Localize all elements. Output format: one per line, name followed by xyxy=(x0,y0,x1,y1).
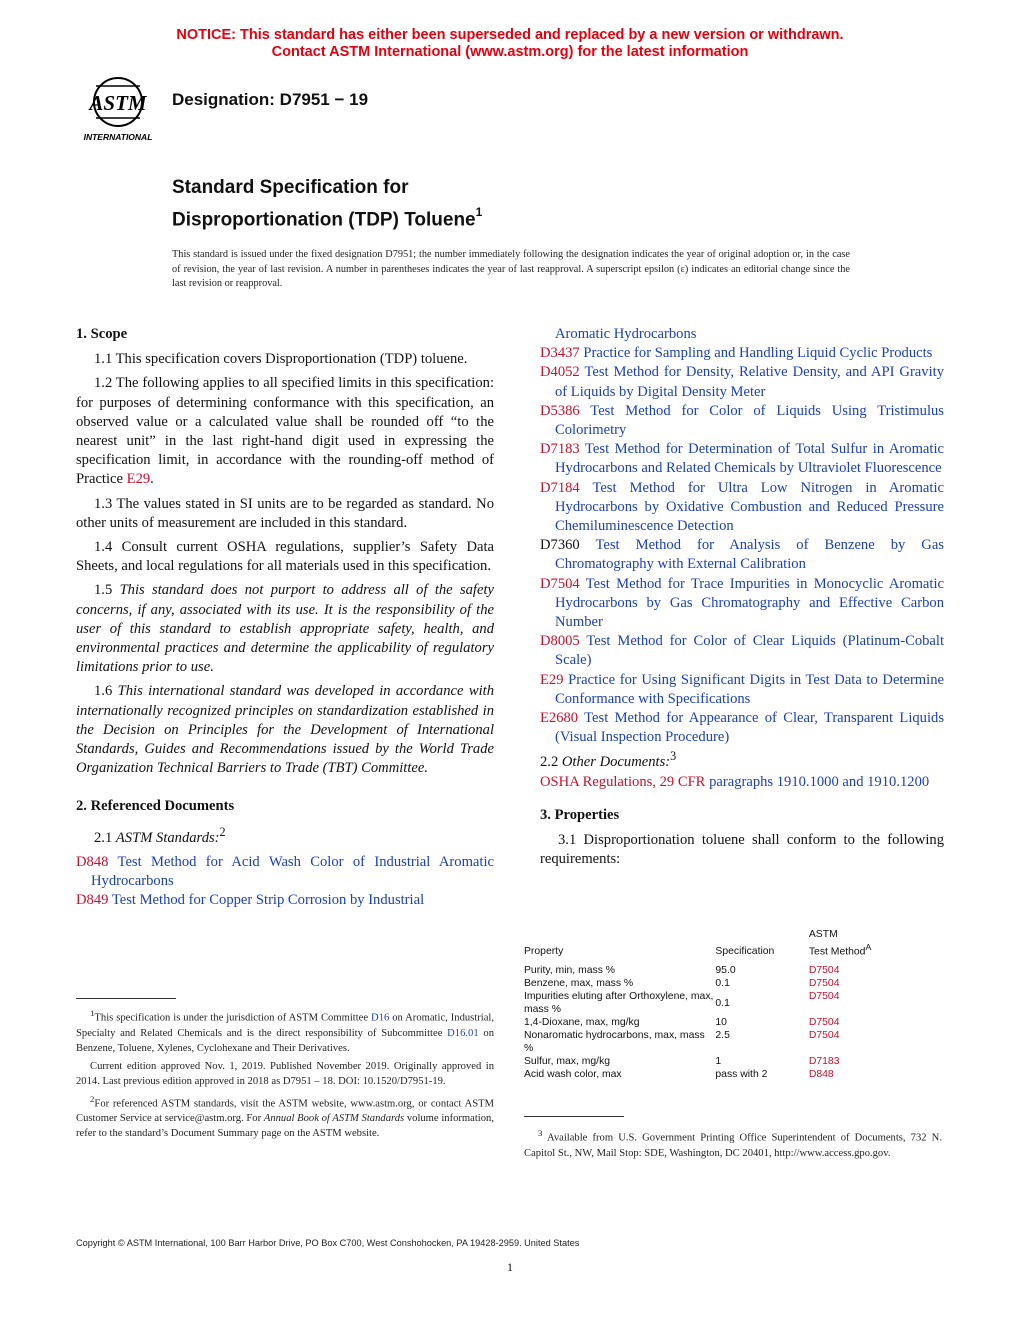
cell-specification: 10 xyxy=(715,1017,727,1029)
header-test-method: ASTM Test Method$^A$ xyxy=(808,929,872,958)
table-row xyxy=(524,990,944,1016)
table-row xyxy=(524,1029,944,1055)
cell-test-method[interactable]: D7504 xyxy=(808,965,840,977)
scope-1-4: 1.4 Consult current OSHA regulations, supplier’s Safety Data Sheets, and local regulations for all materials used in this specification. xyxy=(76,539,494,575)
properties-heading: 3. Properties xyxy=(540,806,620,823)
cell-specification: pass with 2 xyxy=(715,1069,768,1081)
ref-item-d849-continued[interactable]: Aromatic Hydrocarbons xyxy=(555,326,697,342)
cell-property: Purity, min, mass % xyxy=(524,965,616,977)
cell-test-method[interactable]: D7183 xyxy=(808,1056,840,1068)
ref-item-d7360[interactable]: D7360 Test Method for Analysis of Benzene by Gas Chromatography with External Calibration xyxy=(540,537,944,573)
cell-test-method[interactable]: D7504 xyxy=(808,1030,840,1042)
footnote-3: $^3$ Available from U.S. Government Printing Office Superintendent of Documents, 732 N. Capitol St., NW, Mail Stop: SDE, Washington, DC 20401, http://www.access.gpo.gov. xyxy=(524,1128,942,1159)
ref-item-d848[interactable]: D848 Test Method for Acid Wash Color of Industrial Aromatic Hydrocarbons xyxy=(76,853,494,889)
footnote-1-edition: Current edition approved Nov. 1, 2019. Published November 2019. Originally approved in 2014. Last previous edition approved in 2018 as D7951 – 18. DOI: 10.1520/D7951-19. xyxy=(76,1060,494,1087)
table-row xyxy=(524,1055,944,1068)
cell-property: 1,4-Dioxane, max, mg/kg xyxy=(524,1017,640,1029)
astm-logo-icon xyxy=(74,74,162,144)
notice-line-2: Contact ASTM International (www.astm.org) for the latest information xyxy=(271,44,749,60)
cell-specification: 0.1 xyxy=(715,978,730,990)
table-body xyxy=(524,964,944,1081)
footnote-1: $^1$This specification is under the jurisdiction of ASTM Committee D16 on Aromatic, Industrial, Specialty and Related Chemicals and is the direct responsibility of Subcommittee D16.01 on Benzene, Toluene, Xylenes, Cyclohexane and Their Derivatives. xyxy=(76,1008,494,1054)
ref-item-d5386[interactable]: D5386 Test Method for Color of Liquids Using Tristimulus Colorimetry xyxy=(540,402,944,439)
astm-standards-label: 2.1 ASTM Standards:$^2$ xyxy=(94,824,226,846)
scope-1-2: 1.2 The following applies to all specified limits in this specification: for purposes of determining conformance with this specification, an observed value or a calculated value shall be rounded off “to the nearest unit” in the last right-hand digit used in expressing the specification limit, in accordance with the rounding-off method of Practice E29. xyxy=(76,375,494,488)
ref-item-d7184[interactable]: D7184 Test Method for Ultra Low Nitrogen in Aromatic Hydrocarbons by Oxidative Combustion and Reduced Pressure Chemiluminescence Detection xyxy=(540,479,944,535)
d16-link[interactable]: D16 xyxy=(371,1012,390,1024)
notice-line-1: NOTICE: This standard has either been superseded and replaced by a new version or withdrawn. xyxy=(176,27,844,43)
table-row xyxy=(524,964,944,977)
table-row xyxy=(524,977,944,990)
left-column xyxy=(76,325,494,910)
ref-item-d4052[interactable]: D4052 Test Method for Density, Relative Density, and API Gravity of Liquids by Digital Density Meter xyxy=(540,364,944,400)
cell-property: Sulfur, max, mg/kg xyxy=(524,1056,611,1068)
properties-table xyxy=(524,928,944,1081)
ref-item-d7504[interactable]: D7504 Test Method for Trace Impurities in Monocyclic Aromatic Hydrocarbons by Gas Chromatography and Effective Carbon Number xyxy=(540,575,944,631)
cell-test-method[interactable]: D7504 xyxy=(808,978,840,990)
d16-01-link[interactable]: D16.01 xyxy=(447,1027,479,1039)
properties-3-1: 3.1 Disproportionation toluene shall conform to the following requirements: xyxy=(540,831,944,868)
scope-1-6: 1.6 This international standard was developed in accordance with internationally recognized principles on standardization established in the Decision on Principles for the Development of International Standards, Guides and Recommendations issued by the World Trade Organization Technical Barriers to Trade (TBT) Committee. xyxy=(76,683,495,777)
page-title xyxy=(172,175,482,233)
footnotes-left xyxy=(76,1006,494,1144)
page-number: 1 xyxy=(507,1260,513,1274)
cell-specification: 1 xyxy=(715,1056,722,1068)
right-column xyxy=(540,325,944,874)
preamble: This standard is issued under the fixed designation D7951; the number immediately following the designation indicates the year of original adoption or, in the case of revision, the year of last revision. A number in parentheses indicates the year of last reapproval. A superscript epsilon (ε) indicates an editorial change since the last revision or reapproval. xyxy=(172,249,850,290)
scope-1-5: 1.5 This standard does not purport to address all of the safety concerns, if any, associated with its use. It is the responsibility of the user of this standard to establish appropriate safety, health, and environmental practices and determine the applicability of regulatory limitations prior to use. xyxy=(76,582,494,676)
cell-property: Benzene, max, mass % xyxy=(524,978,634,990)
scope-1-3: 1.3 The values stated in SI units are to be regarded as standard. No other units of measurement are included in this standard. xyxy=(76,495,494,531)
cell-test-method[interactable]: D848 xyxy=(808,1069,834,1081)
ref-item-e2680[interactable]: E2680 Test Method for Appearance of Clear, Transparent Liquids (Visual Inspection Procedure) xyxy=(540,710,944,746)
logo-subtitle: INTERNATIONAL xyxy=(83,132,153,142)
scope-1-1: 1.1 This specification covers Disproportionation (TDP) toluene. xyxy=(94,351,468,368)
other-documents-label: 2.2 Other Documents:$^3$ xyxy=(540,749,677,771)
cell-property: Nonaromatic hydrocarbons, max, mass % xyxy=(524,1030,705,1055)
ref-item-d7183[interactable]: D7183 Test Method for Determination of Total Sulfur in Aromatic Hydrocarbons and Related Chemicals by Ultraviolet Fluorescence xyxy=(540,441,944,477)
table-row xyxy=(524,1068,944,1081)
cell-specification: 0.1 xyxy=(715,997,730,1009)
ref-item-osha[interactable]: OSHA Regulations, 29 CFR paragraphs 1910.1000 and 1910.1200 xyxy=(540,773,930,790)
ref-item-d3437[interactable]: D3437 Practice for Sampling and Handling Liquid Cyclic Products xyxy=(540,345,933,362)
cell-specification: 2.5 xyxy=(715,1030,730,1042)
designation: Designation: D7951 − 19 xyxy=(172,90,369,109)
scope-heading: 1. Scope xyxy=(76,326,128,342)
cell-property: Acid wash color, max xyxy=(524,1069,622,1081)
cell-property: Impurities eluting after Orthoxylene, max, mass % xyxy=(524,991,714,1016)
footnote-2: $^2$For referenced ASTM standards, visit the ASTM website, www.astm.org, or contact ASTM Customer Service at service@astm.org. For Annual Book of ASTM Standards volume information, refer to the standard’s Document Summary page on the ASTM website. xyxy=(76,1093,494,1140)
table-header-row xyxy=(524,928,944,964)
title-footnote-mark: 1 xyxy=(475,205,483,219)
copyright: Copyright © ASTM International, 100 Barr Harbor Drive, PO Box C700, West Conshohocken, PA 19428-2959. United States xyxy=(76,1238,580,1248)
title-line-2: Disproportionation (TDP) Toluene$^1$ xyxy=(172,205,483,231)
refdocs-heading: 2. Referenced Documents xyxy=(76,798,235,815)
footnote-rule-right xyxy=(524,1116,624,1117)
cell-test-method[interactable]: D7504 xyxy=(808,1017,840,1029)
ref-item-d8005[interactable]: D8005 Test Method for Color of Clear Liquids (Platinum-Cobalt Scale) xyxy=(540,633,944,669)
ref-list-right xyxy=(540,344,944,747)
cell-specification: 95.0 xyxy=(715,965,736,977)
title-line-1: Standard Specification for xyxy=(172,177,409,198)
header-specification: Specification xyxy=(715,946,775,958)
logo-brand: ASTM xyxy=(89,91,147,115)
e29-link[interactable]: E29 xyxy=(126,471,151,488)
table-row xyxy=(524,1016,944,1029)
ref-item-d849[interactable]: D849 Test Method for Copper Strip Corrosion by Industrial xyxy=(76,892,425,909)
supersede-notice xyxy=(0,27,1020,61)
header-property: Property xyxy=(524,946,564,958)
ref-item-e29[interactable]: E29 Practice for Using Significant Digits in Test Data to Determine Conformance with Specifications xyxy=(540,671,944,707)
cell-test-method[interactable]: D7504 xyxy=(808,991,840,1003)
footnote-rule xyxy=(76,998,176,999)
